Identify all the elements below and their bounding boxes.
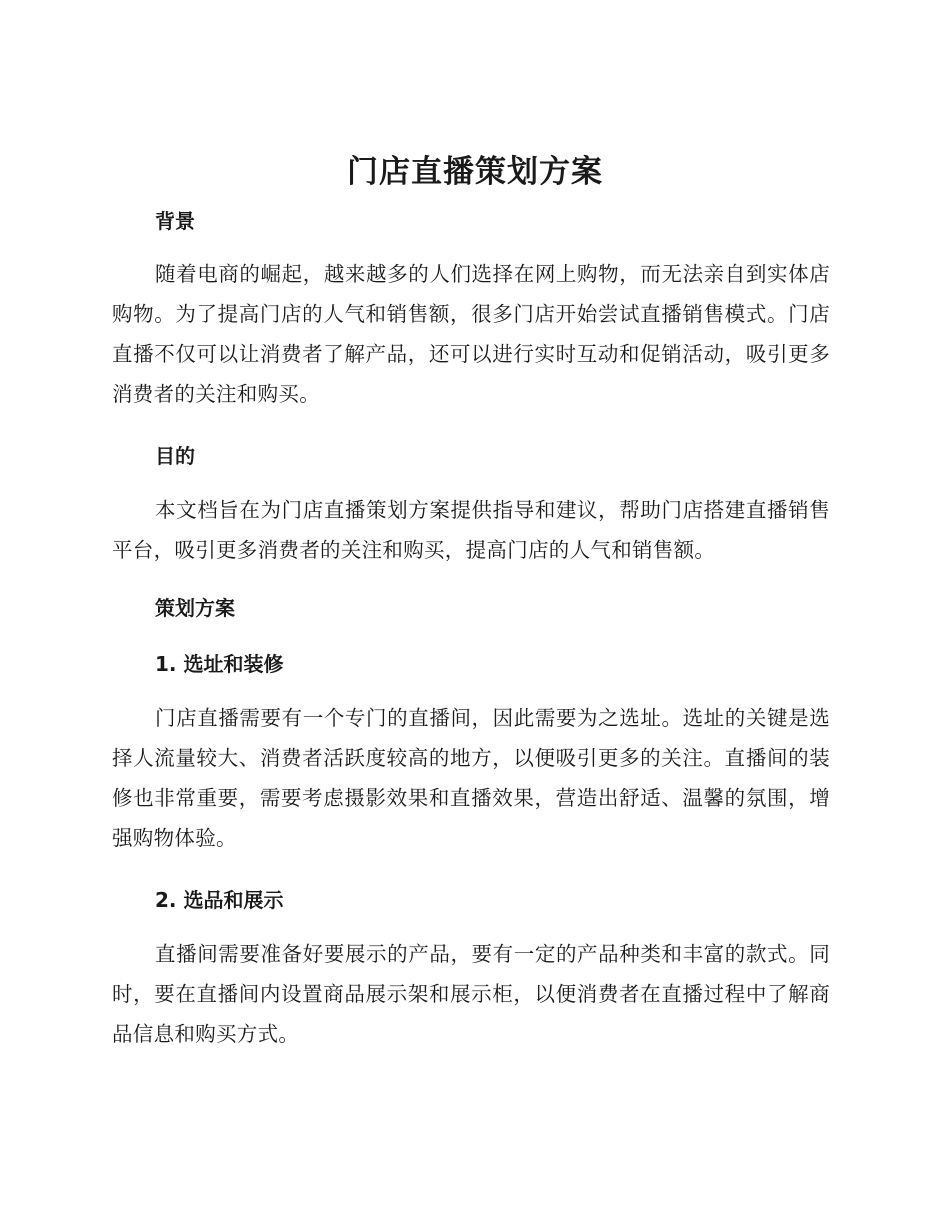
paragraph-product-display: 直播间需要准备好要展示的产品，要有一定的产品种类和丰富的款式。同时，要在直播间内设置商品展示架和展示柜，以便消费者在直播过程中了解商品信息和购买方式。	[112, 942, 830, 1046]
section-heading-purpose: 目的	[155, 444, 195, 468]
section-heading-background: 背景	[155, 209, 195, 233]
paragraph-purpose: 本文档旨在为门店直播策划方案提供指导和建议，帮助门店搭建直播销售平台，吸引更多消费者的关注和购买，提高门店的人气和销售额。	[112, 498, 830, 562]
subsection-heading-site-and-decoration: 1. 选址和装修	[155, 652, 284, 676]
paragraph-background: 随着电商的崛起，越来越多的人们选择在网上购物，而无法亲自到实体店购物。为了提高门店的人气和销售额，很多门店开始尝试直播销售模式。门店直播不仅可以让消费者了解产品，还可以进行实时互动和促销活动，吸引更多消费者的关注和购买。	[112, 262, 830, 406]
section-heading-plan: 策划方案	[155, 596, 235, 620]
paragraph-site-and-decoration: 门店直播需要有一个专门的直播间，因此需要为之选址。选址的关键是选择人流量较大、消费者活跃度较高的地方，以便吸引更多的关注。直播间的装修也非常重要，需要考虑摄影效果和直播效果，营造出舒适、温馨的氛围，增强购物体验。	[112, 706, 830, 850]
document-title: 门店直播策划方案	[347, 154, 603, 190]
subsection-heading-product-display: 2. 选品和展示	[155, 888, 284, 912]
